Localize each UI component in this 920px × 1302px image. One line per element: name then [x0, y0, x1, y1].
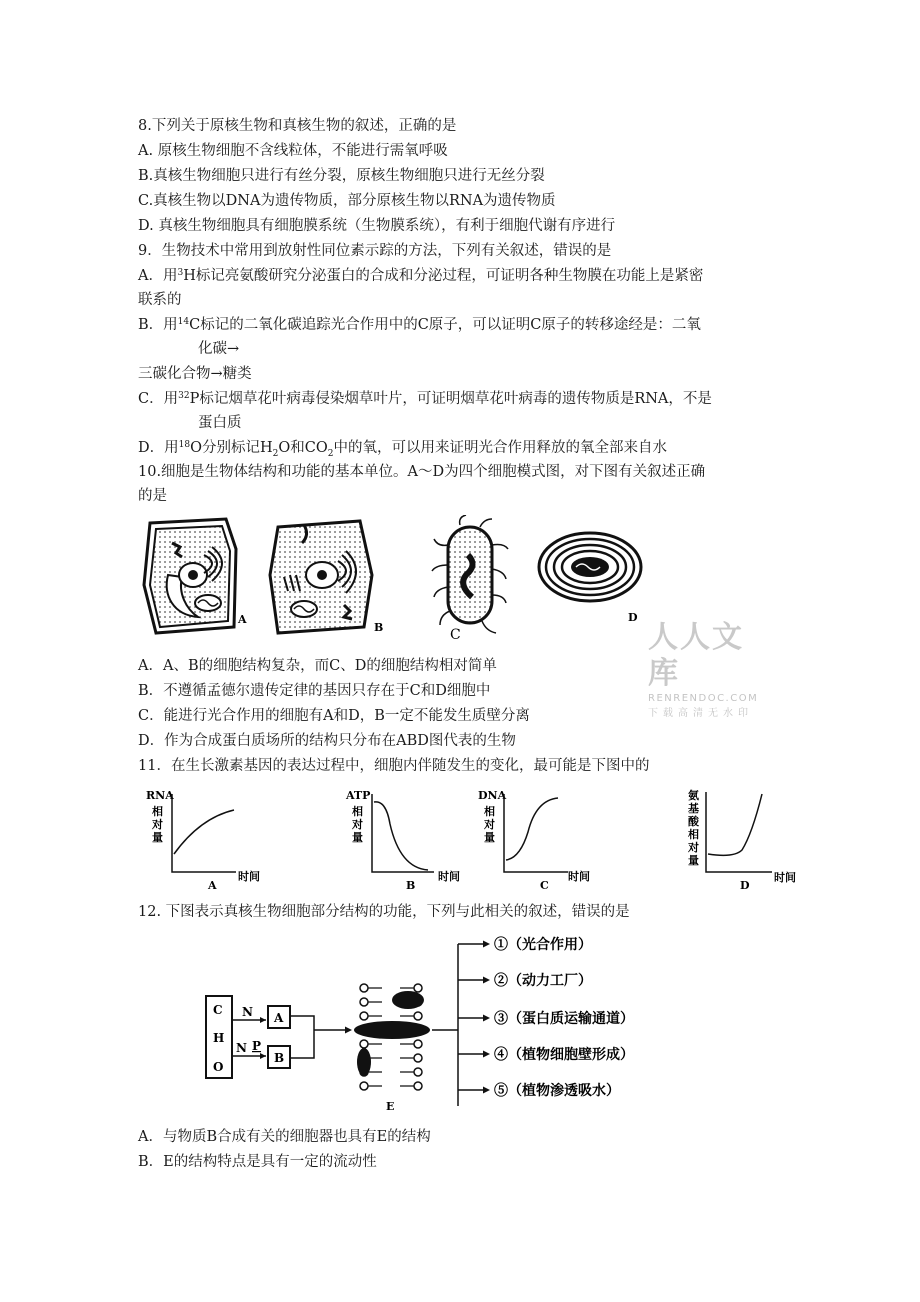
q10-option-d: D．作为合成蛋白质场所的结构只分布在ABD图代表的生物: [138, 733, 516, 749]
q8-stem: 8.下列关于原核生物和真核生物的叙述，正确的是: [138, 118, 457, 134]
graph-a: [146, 789, 260, 892]
graph-d-ylabel-5: 量: [688, 854, 699, 867]
fig-label-a: A: [238, 613, 247, 626]
graph-a-ylabel-1: 对: [152, 818, 163, 831]
q9-option-a: A．用$^3$H标记亮氨酸研究分泌蛋白的合成和分泌过程，可证明各种生物膜在功能上是紧密: [138, 268, 704, 284]
watermark: [648, 620, 770, 722]
graph-a-ylabel-0: 相: [152, 805, 163, 818]
arrow-label-n2: N: [236, 1041, 247, 1055]
q9-option-d: D．用$^{18}$O分别标记$H_2O$和$CO_2$中的氧，可以用来证明光合作用释放的氧全部来自水: [138, 440, 667, 459]
cell-diagrams-figure: [138, 515, 658, 645]
graph-b-curve: [374, 802, 428, 870]
graph-d-ylabel-0: 氨: [688, 789, 699, 802]
q9-option-c: C．用$^{32}$P标记烟草花叶病毒侵染烟草叶片，可证明烟草花叶病毒的遗传物质是RNA，不是: [138, 391, 712, 407]
graph-d-xlabel: 时间: [774, 871, 796, 884]
fig-label-b: B: [374, 621, 384, 634]
q8-option-c: C.真核生物以DNA为遗传物质，部分原核生物以RNA为遗传物质: [138, 193, 556, 209]
graph-d-ylabel-3: 相: [688, 828, 699, 841]
graph-c-ylabel-1: 对: [484, 818, 495, 831]
q8-option-a: A. 原核生物细胞不含线粒体，不能进行需氧呼吸: [138, 143, 448, 159]
q8-option-d: D. 真核生物细胞具有细胞膜系统（生物膜系统），有利于细胞代谢有序进行: [138, 218, 616, 234]
q10-option-a: A．A、B的细胞结构复杂，而C、D的细胞结构相对简单: [138, 658, 497, 674]
bacterium-c: [432, 515, 508, 633]
q9-stem: 9．生物技术中常用到放射性同位素示踪的方法，下列有关叙述，错误的是: [138, 243, 612, 259]
plant-cell-a: [144, 519, 236, 633]
element-o: O: [213, 1060, 224, 1074]
graph-c: [478, 789, 590, 892]
arrow-label-p: P: [252, 1039, 262, 1053]
graph-d-ylabel-2: 酸: [688, 815, 699, 828]
watermark-site: RENRENDOC.COM: [648, 693, 759, 704]
q10-option-c: C．能进行光合作用的细胞有A和D，B一定不能发生质壁分离: [138, 708, 530, 724]
membrane-e-label: E: [386, 1100, 395, 1110]
graph-b-xlabel: 时间: [438, 870, 460, 883]
graph-b-top-label: ATP: [346, 789, 371, 802]
phospholipid-bilayer: [354, 984, 430, 1090]
graph-d-curve: [708, 794, 762, 855]
fig-label-d: D: [628, 611, 638, 624]
q12-option-a: A．与物质B合成有关的细胞器也具有E的结构: [138, 1129, 431, 1145]
element-h: H: [213, 1031, 225, 1045]
q9-option-a-cont: 联系的: [138, 292, 182, 308]
q11-stem: 11．在生长激素基因的表达过程中，细胞内伴随发生的变化，最可能是下图中的: [138, 758, 650, 774]
q8-option-b: B.真核生物细胞只进行有丝分裂，原核生物细胞只进行无丝分裂: [138, 168, 545, 184]
fig-label-c: C: [450, 627, 461, 643]
function-1: ①（光合作用）: [494, 937, 592, 953]
graph-c-curve: [506, 798, 558, 860]
graph-a-id: A: [208, 879, 217, 892]
watermark-title: 人人文库: [648, 620, 744, 691]
element-c: C: [213, 1003, 223, 1017]
graph-b-ylabel-2: 量: [352, 831, 363, 844]
graph-d-id: D: [740, 879, 750, 892]
graph-d-ylabel-4: 对: [688, 841, 699, 854]
graph-a-top-label: RNA: [146, 789, 174, 802]
q12-stem: 12. 下图表示真核生物细胞部分结构的功能，下列与此相关的叙述，错误的是: [138, 904, 630, 920]
function-5: ⑤（植物渗透吸水）: [494, 1083, 620, 1099]
graph-b-ylabel-0: 相: [352, 805, 363, 818]
function-3: ③（蛋白质运输通道）: [494, 1011, 634, 1027]
graph-c-top-label: DNA: [478, 789, 507, 802]
q9-option-b-cont2: 三碳化合物→糖类: [138, 366, 252, 382]
watermark-slogan: 下载高清无水印: [648, 708, 753, 719]
q9-option-b-cont1: 化碳→: [198, 341, 240, 357]
animal-cell-b: [270, 521, 372, 633]
graph-d-ylabel-1: 基: [688, 802, 699, 815]
cyanobacterium-d: [539, 533, 641, 601]
box-a-label: A: [274, 1011, 284, 1025]
graph-b: [345, 789, 460, 892]
graph-c-id: C: [540, 879, 549, 892]
graph-a-curve: [174, 810, 234, 854]
function-4: ④（植物细胞壁形成）: [494, 1047, 634, 1063]
q10-option-b: B．不遵循孟德尔遗传定律的基因只存在于C和D细胞中: [138, 683, 491, 699]
graph-a-ylabel-2: 量: [152, 831, 163, 844]
q10-stem-cont: 的是: [138, 488, 167, 504]
graph-c-xlabel: 时间: [568, 870, 590, 883]
q9-option-b: B．用$^{14}$C标记的二氧化碳追踪光合作用中的C原子，可以证明C原子的转移途经是：二氧: [138, 317, 701, 333]
q10-stem: 10.细胞是生物体结构和功能的基本单位。A～D为四个细胞模式图，对下图有关叙述正确: [138, 464, 706, 480]
graph-a-xlabel: 时间: [238, 870, 260, 883]
q11-graphs-figure: [138, 784, 818, 896]
graph-c-ylabel-0: 相: [484, 805, 495, 818]
function-2: ②（动力工厂）: [494, 973, 592, 989]
graph-c-ylabel-2: 量: [484, 831, 495, 844]
box-b-label: B: [274, 1051, 285, 1065]
graph-b-id: B: [406, 879, 416, 892]
graph-b-ylabel-1: 对: [352, 818, 363, 831]
arrow-label-n1: N: [242, 1005, 253, 1019]
graph-d: [687, 788, 796, 892]
q9-option-c-cont: 蛋白质: [198, 415, 242, 431]
q12-membrane-figure: [196, 930, 666, 1110]
q12-option-b: B．E的结构特点是具有一定的流动性: [138, 1154, 377, 1170]
